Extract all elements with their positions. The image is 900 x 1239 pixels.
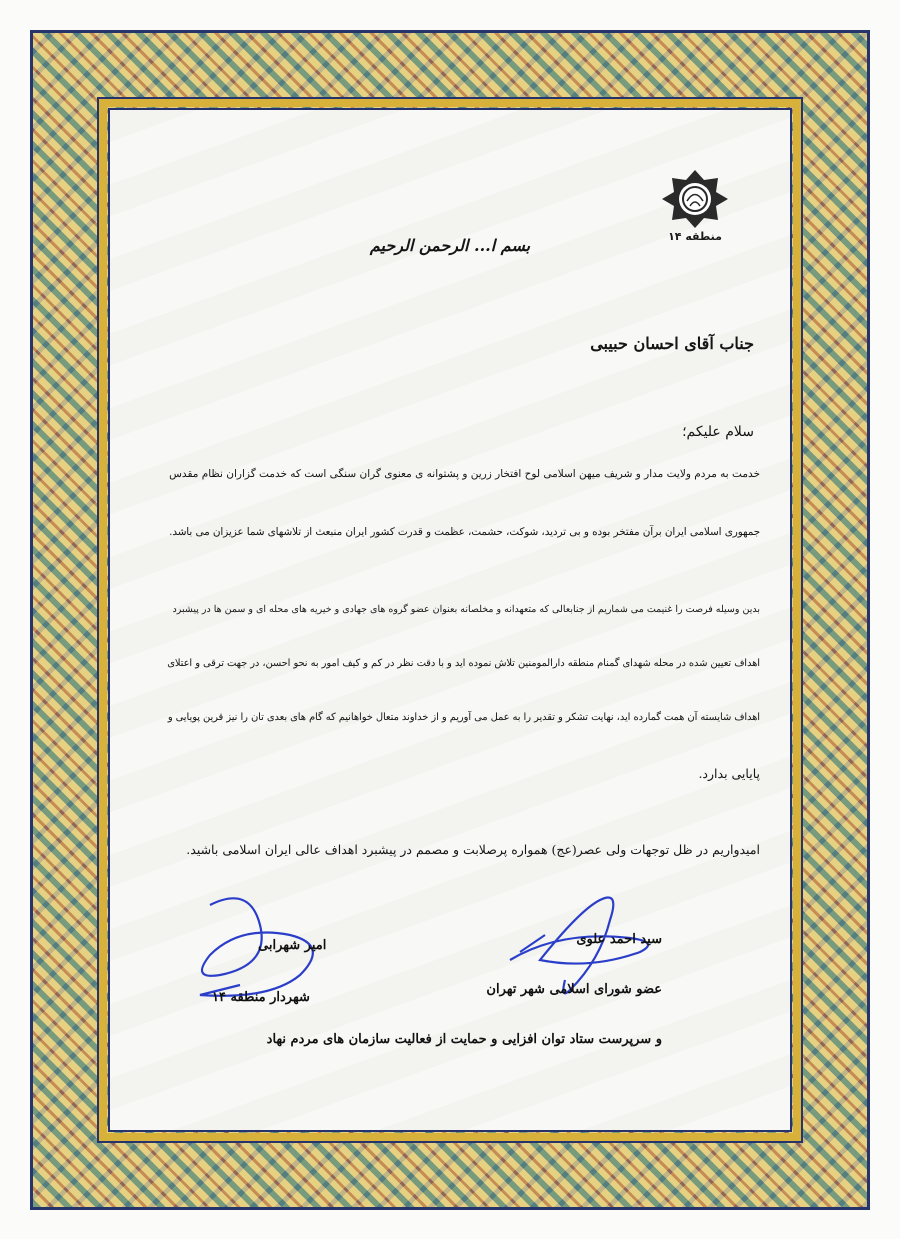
paragraph-2-line-1: بدین وسیله فرصت را غنیمت می شماریم از جنابعالی که متعهدانه و مخلصانه بعنوان عضو گروه های جهادی و خیریه های محله ای و سمن ها در پیشبرد (172, 604, 760, 615)
basmala: بسم ا... الرحمن الرحیم (369, 236, 531, 255)
recipient-name: جناب آقای احسان حبیبی (590, 334, 754, 353)
paragraph-2-line-4: پایایی بدارد. (698, 766, 760, 781)
logo-caption: منطقه ۱۴ (668, 230, 722, 243)
logo-emblem-icon (660, 168, 730, 230)
left-signatory-title: شهردار منطقه ۱۴ (212, 990, 310, 1005)
paragraph-1-line-1: خدمت به مردم ولایت مدار و شریف میهن اسلامی لوح افتخار زرین و پشتوانه ی معنوی گران سنگی است که خدمت گزاران نظام مقدس (169, 468, 760, 480)
right-signatory-name: سید احمد علوی (576, 932, 662, 947)
paragraph-3: امیدواریم در ظل توجهات ولی عصر(عج) همواره پرصلابت و مصمم در پیشبرد اهداف عالی ایران اسلامی باشید. (186, 842, 760, 857)
paragraph-1-line-2: جمهوری اسلامی ایران برآن مفتخر بوده و بی تردید، شوکت، حشمت، عظمت و قدرت کشور ایران منبعث از تلاشهای شما عزیزان می باشد. (169, 526, 760, 538)
greeting: سلام علیکم؛ (682, 424, 754, 440)
paragraph-2-line-3: اهداف شایسته آن همت گمارده اید، نهایت تشکر و تقدیر را به عمل می آوریم و از خداوند متعال خواهانیم که گام های بعدی تان را نیز قرین پویایی و (167, 712, 760, 723)
left-signatory-name: امیر شهرابی (258, 938, 327, 953)
paragraph-2-line-2: اهداف تعیین شده در محله شهدای گمنام منطقه دارالمومنین تلاش نموده اید و با دقت نظر در کم و کیف امور به نحو احسن، در جهت ترقی و اعتلای (167, 658, 760, 669)
right-signatory-title-2: و سرپرست ستاد توان افزایی و حمایت از فعالیت سازمان های مردم نهاد (266, 1032, 662, 1047)
municipality-logo (660, 168, 730, 253)
right-signatory-title: عضو شورای اسلامی شهر تهران (486, 982, 662, 997)
